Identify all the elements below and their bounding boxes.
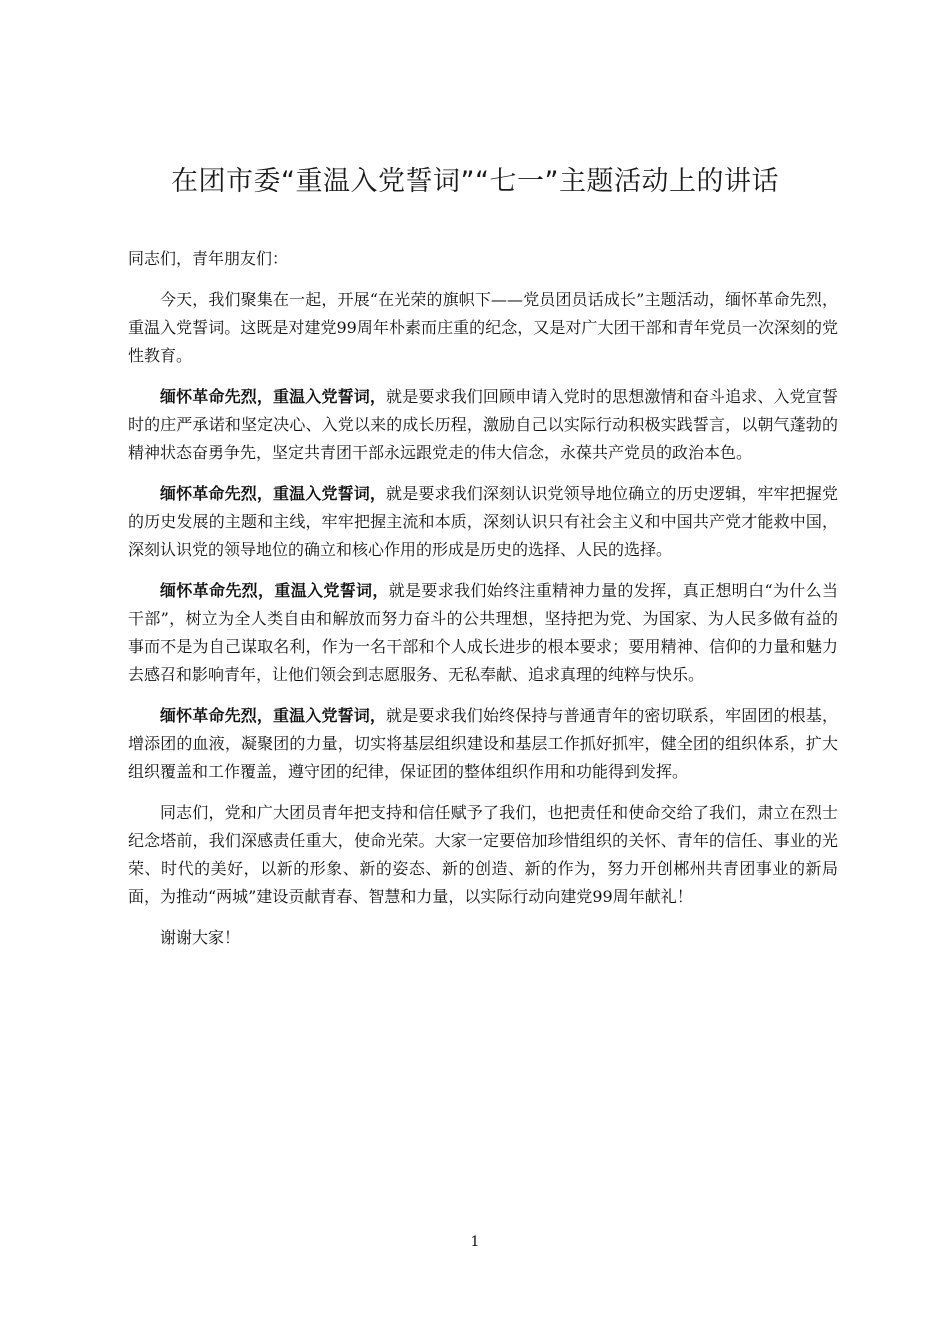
paragraph-text: 同志们，党和广大团员青年把支持和信任赋予了我们，也把责任和使命交给了我们，肃立在烈士纪念塔前，我们深感责任重大，使命光荣。大家一定要倍加珍惜组织的关怀、青年的信任、事业的光荣、时代的美好，以新的形象、新的姿态、新的创造、新的作为，努力开创郴州共青团事业的新局面，为推动“两城”建设贡献青春、智慧和力量，以实际行动向建党99周年献礼！ <box>128 803 838 906</box>
paragraph-3 <box>128 480 838 564</box>
paragraph-5 <box>128 702 838 786</box>
paragraph-lead: 缅怀革命先烈，重温入党誓词， <box>160 706 387 725</box>
speech-body <box>128 245 838 965</box>
paragraph-text: 就是要求我们回顾申请入党时的思想激情和奋斗追求、入党宣誓时的庄严承诺和坚定决心、入党以来的成长历程，激励自己以实际行动积极实践誓言，以朝气蓬勃的精神状态奋勇争先，坚定共青团干部永远跟党走的伟大信念，永葆共产党员的政治本色。 <box>128 387 838 462</box>
page-number: 1 <box>470 1234 480 1250</box>
paragraph-lead: 缅怀革命先烈，重温入党誓词， <box>160 387 387 406</box>
paragraph-6 <box>128 799 838 911</box>
page-title: 在团市委“重温入党誓词”“七一”主题活动上的讲话 <box>171 166 779 197</box>
paragraph-text: 谢谢大家！ <box>160 928 241 947</box>
paragraph-lead: 缅怀革命先烈，重温入党誓词， <box>160 484 387 503</box>
closing-thanks <box>128 924 838 952</box>
paragraph-text: 就是要求我们深刻认识党领导地位确立的历史逻辑，牢牢把握党的历史发展的主题和主线，牢牢把握主流和本质，深刻认识只有社会主义和中国共产党才能救中国，深刻认识党的领导地位的确立和核心作用的形成是历史的选择、人民的选择。 <box>128 484 838 559</box>
paragraph-text: 就是要求我们始终保持与普通青年的密切联系，牢固团的根基，增添团的血液，凝聚团的力量，切实将基层组织建设和基层工作抓好抓牢，健全团的组织体系，扩大组织覆盖和工作覆盖，遵守团的纪律，保证团的整体组织作用和功能得到发挥。 <box>128 706 838 781</box>
salutation: 同志们，青年朋友们： <box>128 249 289 268</box>
paragraph-4 <box>128 577 838 689</box>
paragraph-text: 就是要求我们始终注重精神力量的发挥，真正想明白“为什么当干部”，树立为全人类自由和解放而努力奋斗的公共理想，坚持把为党、为国家、为人民多做有益的事而不是为自己谋取名利，作为一名干部和个人成长进步的根本要求；要用精神、信仰的力量和魅力去感召和影响青年，让他们领会到志愿服务、无私奉献、追求真理的纯粹与快乐。 <box>128 581 838 684</box>
paragraph-2 <box>128 383 838 467</box>
paragraph-text: 今天，我们聚集在一起，开展“在光荣的旗帜下——党员团员话成长”主题活动，缅怀革命先烈，重温入党誓词。这既是对建党99周年朴素而庄重的纪念，又是对广大团干部和青年党员一次深刻的党性教育。 <box>128 290 838 365</box>
paragraph-1 <box>128 286 838 370</box>
paragraph-lead: 缅怀革命先烈，重温入党誓词， <box>160 581 389 600</box>
